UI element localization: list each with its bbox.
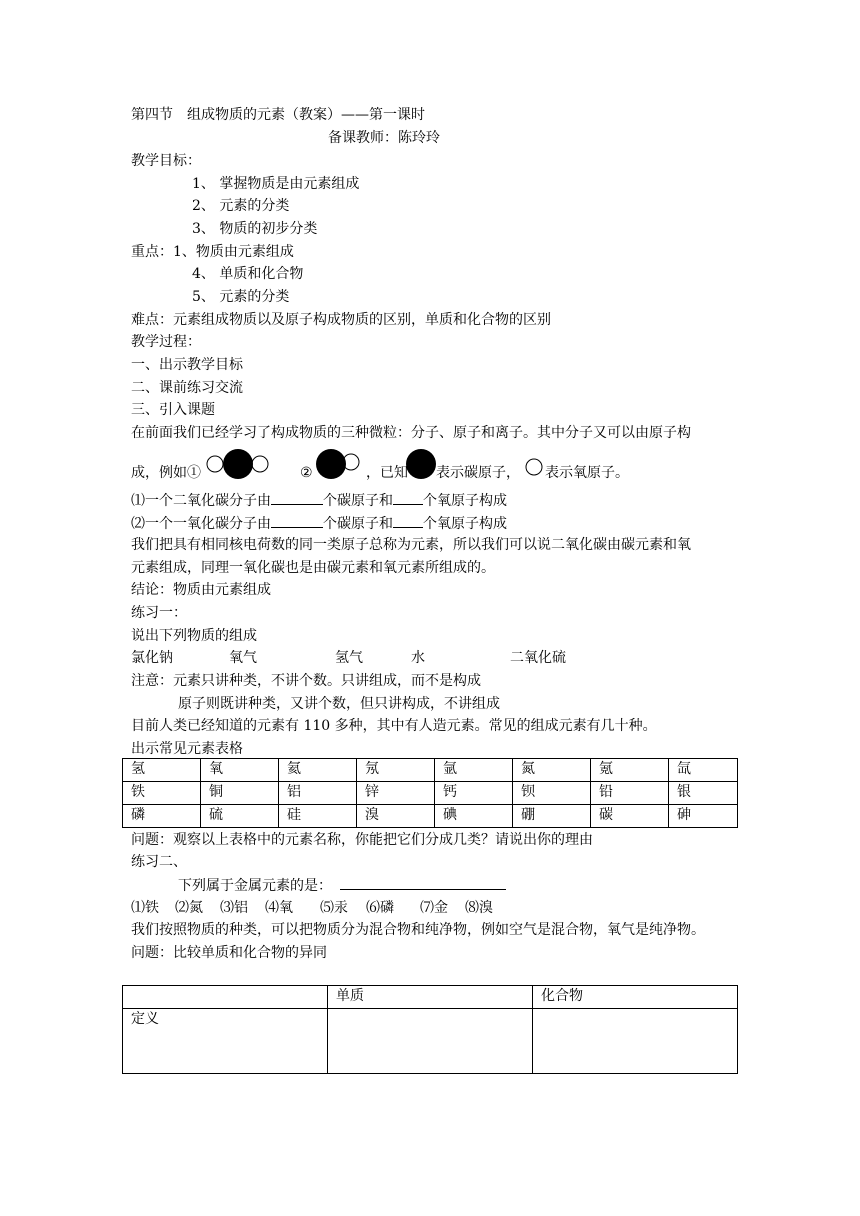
option-item: ⑴铁 — [131, 900, 159, 916]
header-cell — [123, 986, 328, 1009]
option-item: ⑹磷 — [366, 900, 394, 916]
table-row — [123, 805, 738, 828]
answer-blank[interactable] — [340, 875, 506, 890]
element-cell: 氪 — [591, 759, 669, 782]
intro-text-b: ② — [300, 465, 313, 481]
paragraph-line: 我们按照物质的种类，可以把物质分为混合物和纯净物，例如空气是混合物，氧气是纯净物。 — [131, 922, 705, 938]
question-co2-b: 个碳原子和 — [323, 493, 393, 509]
intro-text-c: ，已知 — [366, 465, 408, 481]
element-cell: 铅 — [591, 782, 669, 805]
substance-item: 氢气 — [335, 650, 363, 666]
paragraph-line: 我们把具有相同核电荷数的同一类原子总称为元素，所以我们可以说二氧化碳由碳元素和氧 — [131, 537, 691, 553]
note-line: 注意：元素只讲种类，不讲个数。只讲组成，而不是构成 — [131, 673, 481, 689]
note-line: 原子则既讲种类，又讲个数，但只讲构成，不讲组成 — [178, 696, 500, 712]
element-cell: 银 — [669, 782, 738, 805]
intro-line: 在前面我们已经学习了构成物质的三种微粒：分子、原子和离子。其中分子又可以由原子构 — [131, 425, 691, 441]
conclusion-line: 结论：物质由元素组成 — [131, 582, 271, 598]
intro-text-e: 表示氧原子。 — [545, 465, 629, 481]
co-molecule-icon — [312, 447, 362, 481]
question-co2-a: ⑴一个二氧化碳分子由 — [131, 493, 271, 509]
element-cell: 铜 — [201, 782, 279, 805]
element-cell: 氮 — [513, 759, 591, 782]
table-intro: 出示常见元素表格 — [131, 741, 243, 757]
step-item: 一、出示教学目标 — [131, 357, 243, 373]
fact-line: 目前人类已经知道的元素有 110 多种，其中有人造元素。常见的组成元素有几十种。 — [131, 718, 657, 734]
element-cell: 氧 — [201, 759, 279, 782]
question-co2 — [131, 490, 507, 510]
option-item: ⑸汞 — [320, 900, 348, 916]
intro-text-d: 表示碳原子， — [436, 465, 520, 481]
table-row — [123, 759, 738, 782]
element-cell: 硫 — [201, 805, 279, 828]
carbon-atom-icon — [405, 448, 437, 480]
substance-item: 氧气 — [229, 650, 257, 666]
header-cell: 单质 — [328, 986, 533, 1009]
goal-item: 2、 元素的分类 — [192, 198, 290, 214]
element-cell: 锌 — [357, 782, 435, 805]
row-label-cell: 定义 — [123, 1009, 328, 1074]
element-cell: 碳 — [591, 805, 669, 828]
element-cell: 砷 — [669, 805, 738, 828]
option-item: ⑶铝 — [220, 900, 248, 916]
key-point-item: 5、 元素的分类 — [192, 289, 290, 305]
table-header-row — [123, 986, 738, 1009]
header-cell: 化合物 — [533, 986, 738, 1009]
answer-blank[interactable] — [271, 490, 323, 505]
intro-text-a: 成，例如① — [131, 465, 201, 481]
exercise-prompt: 说出下列物质的组成 — [131, 628, 257, 644]
compare-table — [122, 985, 738, 1074]
element-cell: 钡 — [513, 782, 591, 805]
table-row — [123, 782, 738, 805]
substance-item: 二氧化硫 — [510, 650, 566, 666]
exercise-heading: 练习二、 — [131, 854, 187, 870]
goal-item: 3、 物质的初步分类 — [192, 221, 318, 237]
author-line: 备课教师：陈玲玲 — [328, 130, 440, 146]
option-item: ⑷氧 — [265, 900, 293, 916]
element-cell: 氦 — [279, 759, 357, 782]
element-cell: 氖 — [357, 759, 435, 782]
answer-blank[interactable] — [393, 513, 423, 528]
process-heading: 教学过程： — [131, 334, 201, 350]
element-cell: 硼 — [513, 805, 591, 828]
exercise-prompt — [178, 875, 506, 895]
key-points-label: 重点：1、物质由元素组成 — [131, 244, 294, 260]
option-item: ⑻溴 — [465, 900, 493, 916]
substance-item: 氯化钠 — [131, 650, 173, 666]
element-cell: 溴 — [357, 805, 435, 828]
question-line: 问题：比较单质和化合物的异同 — [131, 945, 327, 961]
element-cell: 氩 — [435, 759, 513, 782]
key-point-item: 4、 单质和化合物 — [192, 266, 304, 282]
question-co-c: 个氧原子构成 — [423, 516, 507, 532]
element-cell: 硅 — [279, 805, 357, 828]
difficulty-line: 难点：元素组成物质以及原子构成物质的区别，单质和化合物的区别 — [131, 312, 551, 328]
empty-cell[interactable] — [328, 1009, 533, 1074]
element-cell: 氙 — [669, 759, 738, 782]
paragraph-line: 元素组成，同理一氧化碳也是由碳元素和氧元素所组成的。 — [131, 560, 495, 576]
answer-blank[interactable] — [393, 490, 423, 505]
co2-molecule-icon — [205, 447, 271, 481]
element-cell: 氢 — [123, 759, 201, 782]
option-item: ⑺金 — [420, 900, 448, 916]
element-cell: 钙 — [435, 782, 513, 805]
elements-table — [122, 758, 738, 828]
step-item: 三、引入课题 — [131, 402, 215, 418]
question-co-a: ⑵一个一氧化碳分子由 — [131, 516, 271, 532]
document-title: 第四节 组成物质的元素（教案）——第一课时 — [131, 107, 425, 123]
table-row — [123, 1009, 738, 1074]
element-cell: 铁 — [123, 782, 201, 805]
element-cell: 碘 — [435, 805, 513, 828]
oxygen-atom-icon — [524, 457, 544, 477]
goal-item: 1、 掌握物质是由元素组成 — [192, 176, 360, 192]
element-cell: 磷 — [123, 805, 201, 828]
question-line: 问题：观察以上表格中的元素名称，你能把它们分成几类？请说出你的理由 — [131, 832, 593, 848]
option-item: ⑵氮 — [175, 900, 203, 916]
step-item: 二、课前练习交流 — [131, 380, 243, 396]
substance-item: 水 — [411, 650, 425, 666]
answer-blank[interactable] — [271, 513, 323, 528]
question-co2-c: 个氧原子构成 — [423, 493, 507, 509]
element-cell: 铝 — [279, 782, 357, 805]
goals-heading: 教学目标： — [131, 153, 201, 169]
question-co-b: 个碳原子和 — [323, 516, 393, 532]
empty-cell[interactable] — [533, 1009, 738, 1074]
exercise-prompt-text: 下列属于金属元素的是： — [178, 878, 332, 894]
question-co — [131, 513, 507, 533]
exercise-heading: 练习一： — [131, 605, 187, 621]
